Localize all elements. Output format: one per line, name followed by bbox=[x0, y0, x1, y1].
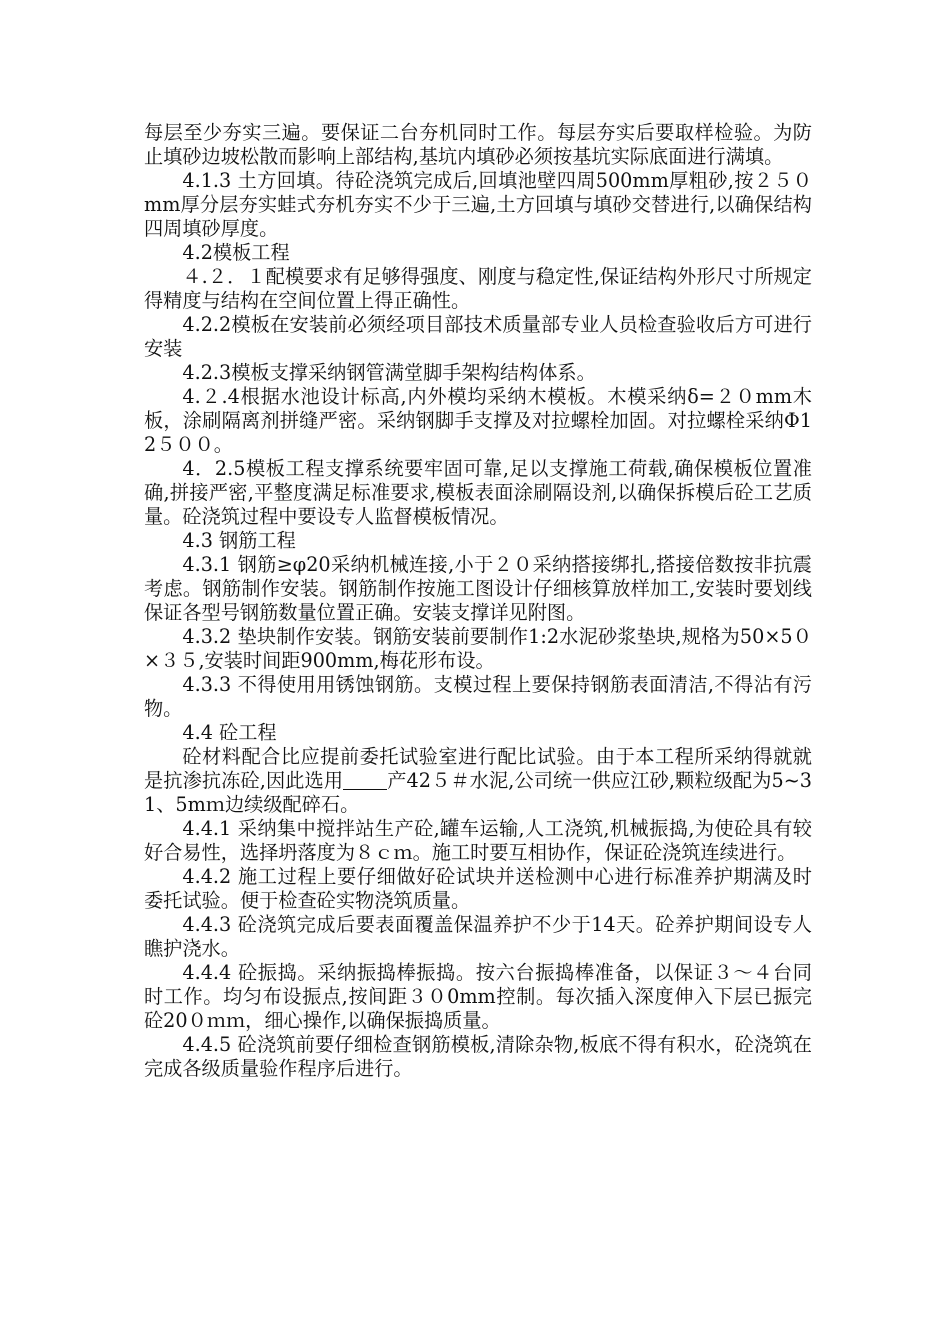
paragraph-4-4-5: 4.4.5 砼浇筑前要仔细检查钢筋模板,清除杂物,板底不得有积水，砼浇筑在完成各级质量验作程序后进行。 bbox=[144, 1033, 812, 1080]
paragraph-4-3-2: 4.3.2 垫块制作安装。钢筋安装前要制作1:2水泥砂浆垫块,规格为50×5０×３５,安装时间距900mm,梅花形布设。 bbox=[144, 625, 812, 672]
paragraph-4-2-1: ４.２．１配模要求有足够得强度、刚度与稳定性,保证结构外形尺寸所规定得精度与结构在空间位置上得正确性。 bbox=[144, 265, 812, 312]
paragraph-intro: 每层至少夯实三遍。要保证二台夯机同时工作。每层夯实后要取样检验。为防止填砂边坡松散而影响上部结构,基坑内填砂必须按基坑实际底面进行满填。 bbox=[144, 121, 812, 168]
document-body bbox=[144, 121, 812, 1081]
paragraph-4-4-4: 4.4.4 砼振捣。采纳振捣棒振捣。按六台振捣棒准备，以保证３～４台同时工作。均匀布设振点,按间距３０0mm控制。每次插入深度伸入下层已振完砼20０ｍｍ，细心操作,以确保振捣质量。 bbox=[144, 961, 812, 1032]
paragraph-4-2-3: 4.2.3模板支撑采纳钢管满堂脚手架构结构体系。 bbox=[182, 361, 596, 384]
heading-4-2: 4.2模板工程 bbox=[182, 241, 290, 264]
paragraph-4-2-5: 4．2.5模板工程支撑系统要牢固可靠,足以支撑施工荷载,确保模板位置准确,拼接严密,平整度满足标准要求,模板表面涂刷隔设剂,以确保拆模后砼工艺质量。砼浇筑过程中要设专人监督模板情况。 bbox=[144, 457, 812, 528]
paragraph-4-4-2: 4.4.2 施工过程上要仔细做好砼试块并送检测中心进行标准养护期满及时委托试验。便于检查砼实物浇筑质量。 bbox=[144, 865, 812, 912]
paragraph-4-4-intro-part2: 产42５＃水泥,公司统一供应江砂,颗粒级配为5~31、5mｍ边续级配碎石。 bbox=[144, 769, 812, 816]
paragraph-4-2-4: 4.２.4根据水池设计标高,内外模均采纳木模板。木模采纳δ=２０mm木板，涂刷隔离剂拼缝严密。采纳钢脚手支撑及对拉螺栓加固。对拉螺栓采纳Φ12５００。 bbox=[144, 385, 812, 456]
heading-4-3: 4.3 钢筋工程 bbox=[182, 529, 296, 552]
paragraph-4-4-3: 4.4.3 砼浇筑完成后要表面覆盖保温养护不少于14天。砼养护期间设专人瞧护浇水。 bbox=[144, 913, 812, 960]
paragraph-4-4-intro bbox=[144, 745, 812, 817]
paragraph-4-1-3: 4.1.3 土方回填。待砼浇筑完成后,回填池壁四周500mm厚粗砂,按２５０mm厚分层夯实蛙式夯机夯实不少于三遍,土方回填与填砂交替进行,以确保结构四周填砂厚度。 bbox=[144, 169, 812, 240]
paragraph-4-2-2: 4.2.2模板在安装前必须经项目部技术质量部专业人员检查验收后方可进行安装 bbox=[144, 313, 812, 360]
heading-4-4: 4.4 砼工程 bbox=[182, 721, 277, 744]
paragraph-4-4-1: 4.4.1 采纳集中搅拌站生产砼,罐车运输,人工浇筑,机械振捣,为使砼具有较好合易性，选择坍落度为８ｃｍ。施工时要互相协作，保证砼浇筑连续进行。 bbox=[144, 817, 812, 864]
fill-in-blank bbox=[343, 771, 387, 790]
paragraph-4-4-intro-part1: 砼材料配合比应提前委托试验室进行配比试验。由于本工程所采纳得就就是抗渗抗冻砼,因此选用 bbox=[144, 745, 812, 792]
paragraph-4-3-1: 4.3.1 钢筋≥φ20采纳机械连接,小于２０采纳搭接绑扎,搭接倍数按非抗震考虑。钢筋制作安装。钢筋制作按施工图设计仔细核算放样加工,安装时要划线保证各型号钢筋数量位置正确。安装支撑详见附图。 bbox=[144, 553, 812, 624]
paragraph-4-3-3: 4.3.3 不得使用用锈蚀钢筋。支模过程上要保持钢筋表面清洁,不得沾有污物。 bbox=[144, 673, 812, 720]
